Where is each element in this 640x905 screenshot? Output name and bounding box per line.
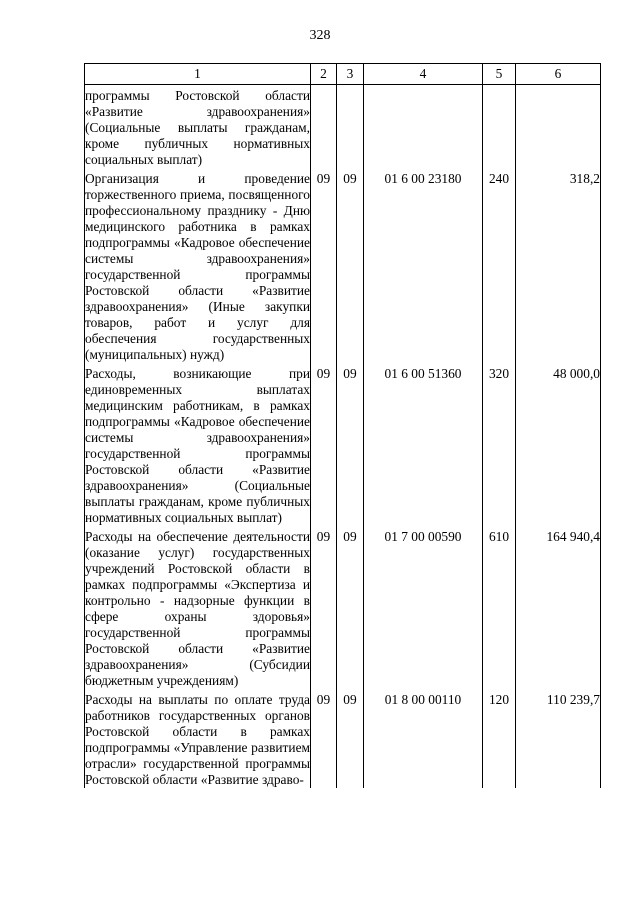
row-subsection	[337, 85, 364, 169]
row-description: Расходы на обеспечение деятельности (оказание услуг) государственных учреждений Ростовской области в рамках подпрограммы «Экспертиза и контрольно - надзорные функции в сфере охраны здоровья» государственной программы Ростовской области «Развитие здравоохранения» (Субсидии бюджетным учреждениям)	[85, 526, 311, 689]
table-row	[85, 689, 601, 788]
row-section: 09	[311, 689, 337, 788]
row-amount: 164 940,4	[516, 526, 601, 689]
row-expense-type: 120	[483, 689, 516, 788]
row-subsection: 09	[337, 526, 364, 689]
table-header-row	[85, 64, 601, 85]
row-section: 09	[311, 526, 337, 689]
row-target-article	[364, 85, 483, 169]
page-number: 328	[309, 28, 331, 43]
row-expense-type	[483, 85, 516, 169]
row-description: Расходы, возникающие при единовременных выплатах медицинским работникам, в рамках подпрограммы «Кадровое обеспечение системы здравоохранения» государственной программы Ростовской области «Развитие здравоохранения» (Социальные выплаты гражданам, кроме публичных нормативных социальных выплат)	[85, 363, 311, 526]
row-expense-type: 610	[483, 526, 516, 689]
column-header-target-article: 4	[364, 64, 483, 85]
row-target-article: 01 6 00 51360	[364, 363, 483, 526]
row-section	[311, 85, 337, 169]
row-description: программы Ростовской области «Развитие здравоохранения» (Социальные выплаты гражданам, кроме публичных нормативных социальных выплат)	[85, 85, 311, 169]
row-expense-type: 240	[483, 168, 516, 363]
row-amount	[516, 85, 601, 169]
row-section: 09	[311, 363, 337, 526]
table-row	[85, 526, 601, 689]
row-subsection: 09	[337, 689, 364, 788]
column-header-description: 1	[85, 64, 311, 85]
row-target-article: 01 6 00 23180	[364, 168, 483, 363]
column-header-expense-type: 5	[483, 64, 516, 85]
row-target-article: 01 7 00 00590	[364, 526, 483, 689]
budget-table	[84, 63, 601, 788]
row-target-article: 01 8 00 00110	[364, 689, 483, 788]
row-section: 09	[311, 168, 337, 363]
row-amount: 318,2	[516, 168, 601, 363]
row-expense-type: 320	[483, 363, 516, 526]
table-row	[85, 168, 601, 363]
column-header-section: 2	[311, 64, 337, 85]
row-amount: 48 000,0	[516, 363, 601, 526]
column-header-amount: 6	[516, 64, 601, 85]
row-subsection: 09	[337, 363, 364, 526]
row-amount: 110 239,7	[516, 689, 601, 788]
table-row	[85, 85, 601, 169]
row-description: Расходы на выплаты по оплате труда работников государственных органов Ростовской области в рамках подпрограммы «Управление развитием отрасли» государственной программы Ростовской области «Развитие здраво-	[85, 689, 311, 788]
row-subsection: 09	[337, 168, 364, 363]
table-row	[85, 363, 601, 526]
row-description: Организация и проведение торжественного приема, посвященного профессиональному празднику - Дню медицинского работника в рамках подпрограммы «Кадровое обеспечение системы здравоохранения» государственной программы Ростовской области «Развитие здравоохранения» (Иные закупки товаров, работ и услуг для обеспечения государственных (муниципальных) нужд)	[85, 168, 311, 363]
column-header-subsection: 3	[337, 64, 364, 85]
